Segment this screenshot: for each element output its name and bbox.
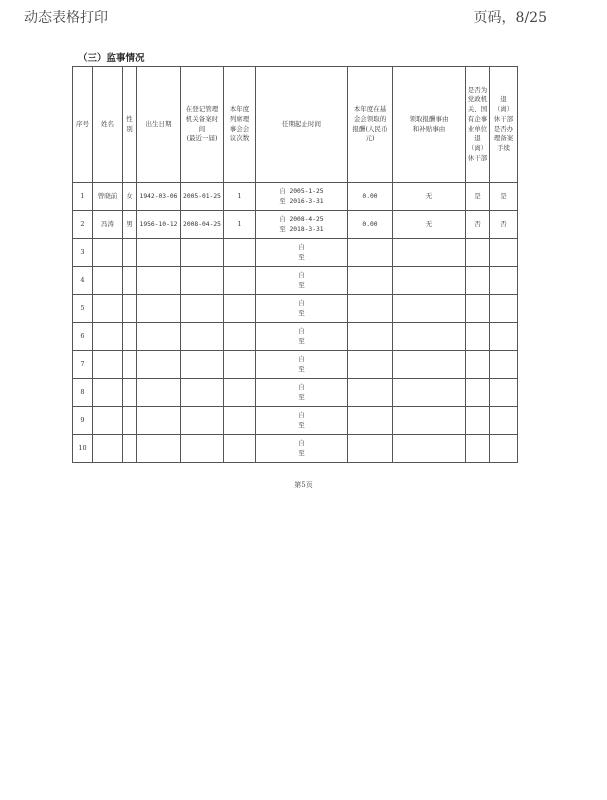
column-header bbox=[73, 67, 93, 183]
column-header-line: 有企事 bbox=[467, 114, 488, 123]
table-row bbox=[73, 323, 518, 351]
table-cell bbox=[393, 435, 466, 463]
table-cell bbox=[256, 379, 348, 407]
column-header bbox=[137, 67, 181, 183]
column-header bbox=[393, 67, 466, 183]
table-row bbox=[73, 435, 518, 463]
column-header-line: 党政机 bbox=[467, 95, 488, 104]
table-row bbox=[73, 351, 518, 379]
table-cell bbox=[393, 407, 466, 435]
column-header bbox=[93, 67, 123, 183]
table-cell bbox=[224, 379, 256, 407]
term-label: 自 bbox=[298, 382, 305, 391]
table-cell bbox=[393, 267, 466, 295]
table-cell bbox=[137, 351, 181, 379]
table-cell bbox=[93, 295, 123, 323]
term-label: 自 bbox=[298, 270, 305, 279]
column-header-line: 和补贴事由 bbox=[412, 124, 446, 133]
section-title: （三）监事情况 bbox=[78, 53, 145, 64]
table-cell bbox=[93, 435, 123, 463]
table-cell: 是 bbox=[466, 183, 490, 211]
table-row bbox=[73, 407, 518, 435]
table-cell: 无 bbox=[393, 211, 466, 239]
column-header bbox=[466, 67, 490, 183]
table-cell bbox=[123, 435, 137, 463]
term-label: 至 bbox=[298, 280, 305, 289]
column-header-line: 手续 bbox=[497, 144, 510, 152]
table-cell bbox=[256, 407, 348, 435]
table-cell: 9 bbox=[73, 407, 93, 435]
table-cell bbox=[256, 183, 348, 211]
table-cell bbox=[256, 323, 348, 351]
table-cell: 女 bbox=[123, 183, 137, 211]
term-label: 自 bbox=[298, 438, 305, 447]
table-cell bbox=[123, 239, 137, 267]
table-cell: 0.00 bbox=[348, 211, 393, 239]
term-date: 自 2005-1-25 bbox=[279, 188, 324, 196]
table-cell: 否 bbox=[490, 211, 518, 239]
table-cell bbox=[490, 295, 518, 323]
page-number: 页码，8/25 bbox=[473, 10, 547, 26]
column-header-line: 报酬(人民币 bbox=[352, 124, 388, 133]
column-header-line: 休干部 bbox=[493, 114, 514, 123]
table-cell bbox=[224, 323, 256, 351]
table-cell bbox=[490, 239, 518, 267]
table-cell bbox=[466, 267, 490, 295]
table-cell bbox=[348, 379, 393, 407]
table-cell bbox=[123, 379, 137, 407]
table-cell bbox=[181, 351, 224, 379]
table-cell bbox=[181, 267, 224, 295]
column-header-line: 是否办 bbox=[493, 124, 514, 133]
table-cell bbox=[256, 295, 348, 323]
table-cell: 4 bbox=[73, 267, 93, 295]
column-header bbox=[224, 67, 256, 183]
column-header-line: 列席理 bbox=[229, 114, 250, 123]
table-cell: 2005-01-25 bbox=[181, 183, 224, 211]
table-cell bbox=[224, 435, 256, 463]
table-row bbox=[73, 267, 518, 295]
table-cell: 5 bbox=[73, 295, 93, 323]
table-cell bbox=[181, 407, 224, 435]
table-cell: 曾晓前 bbox=[93, 183, 123, 211]
table-cell bbox=[137, 407, 181, 435]
column-header-line: 序号 bbox=[76, 119, 89, 128]
table-cell bbox=[256, 211, 348, 239]
column-header bbox=[256, 67, 348, 183]
table-cell: 1956-10-12 bbox=[137, 211, 181, 239]
table-cell bbox=[348, 435, 393, 463]
column-header bbox=[123, 67, 137, 183]
table-cell bbox=[466, 379, 490, 407]
table-cell bbox=[490, 407, 518, 435]
table-cell bbox=[137, 267, 181, 295]
table-cell bbox=[393, 351, 466, 379]
term-label: 至 bbox=[298, 448, 305, 457]
term-label: 自 bbox=[298, 410, 305, 419]
table-cell: 冯涛 bbox=[93, 211, 123, 239]
table-cell bbox=[224, 351, 256, 379]
term-label: 至 bbox=[298, 308, 305, 317]
table-cell bbox=[137, 435, 181, 463]
table-cell bbox=[256, 267, 348, 295]
column-header-line: 间 bbox=[198, 124, 206, 133]
table-cell bbox=[123, 351, 137, 379]
table-cell bbox=[93, 407, 123, 435]
table-cell bbox=[93, 351, 123, 379]
table-cell bbox=[466, 239, 490, 267]
column-header bbox=[181, 67, 224, 183]
column-header-line: 是否为 bbox=[467, 85, 488, 94]
term-label: 自 bbox=[298, 298, 305, 307]
table-cell: 1 bbox=[224, 183, 256, 211]
table-cell bbox=[256, 239, 348, 267]
table-cell: 是 bbox=[490, 183, 518, 211]
column-header bbox=[490, 67, 518, 183]
table-cell bbox=[137, 295, 181, 323]
table-cell bbox=[256, 435, 348, 463]
table-cell bbox=[93, 323, 123, 351]
column-header-line: 议次数 bbox=[229, 134, 250, 143]
table-cell bbox=[93, 239, 123, 267]
table-cell: 3 bbox=[73, 239, 93, 267]
column-header-line: 金会领取的 bbox=[353, 114, 387, 123]
table-cell bbox=[123, 323, 137, 351]
table-cell bbox=[466, 435, 490, 463]
table-cell bbox=[490, 267, 518, 295]
table-row bbox=[73, 211, 518, 239]
supervisor-table bbox=[72, 66, 518, 463]
column-header-line: 在登记管理 bbox=[185, 105, 219, 113]
table-header-row bbox=[73, 67, 518, 183]
table-cell bbox=[348, 323, 393, 351]
table-cell bbox=[137, 379, 181, 407]
column-header-line: 姓名 bbox=[101, 119, 114, 128]
table-cell bbox=[224, 295, 256, 323]
table-cell bbox=[393, 295, 466, 323]
term-label: 至 bbox=[298, 392, 305, 401]
table-cell bbox=[123, 407, 137, 435]
column-header-line: 休干部 bbox=[467, 153, 488, 162]
table-cell bbox=[348, 407, 393, 435]
table-cell: 1942-03-06 bbox=[137, 183, 181, 211]
column-header-line: 关、国 bbox=[467, 105, 488, 113]
table-cell bbox=[466, 323, 490, 351]
table-cell: 否 bbox=[466, 211, 490, 239]
table-cell bbox=[181, 323, 224, 351]
table-cell bbox=[256, 351, 348, 379]
column-header-line: 任期起止时间 bbox=[282, 119, 321, 128]
table-row bbox=[73, 183, 518, 211]
column-header bbox=[348, 67, 393, 183]
table-cell: 7 bbox=[73, 351, 93, 379]
table-cell bbox=[224, 267, 256, 295]
term-date: 自 2008-4-25 bbox=[279, 216, 324, 224]
table-cell: 0.00 bbox=[348, 183, 393, 211]
table-cell bbox=[466, 295, 490, 323]
table-cell bbox=[393, 379, 466, 407]
table-cell bbox=[123, 267, 137, 295]
term-label: 至 bbox=[298, 252, 305, 261]
term-label: 至 bbox=[298, 336, 305, 345]
column-header-line: （离） bbox=[493, 105, 514, 113]
table-cell: 无 bbox=[393, 183, 466, 211]
table-cell bbox=[490, 379, 518, 407]
term-label: 至 bbox=[298, 420, 305, 429]
table-cell bbox=[348, 239, 393, 267]
column-header-line: 业单位 bbox=[467, 124, 488, 133]
table-cell bbox=[224, 239, 256, 267]
column-header-line: 事会会 bbox=[229, 124, 250, 133]
column-header-line: 本年度在基 bbox=[353, 105, 387, 113]
table-cell: 男 bbox=[123, 211, 137, 239]
table-cell: 8 bbox=[73, 379, 93, 407]
column-header-line: 出生日期 bbox=[145, 119, 172, 128]
term-label: 自 bbox=[298, 354, 305, 363]
table-cell bbox=[181, 379, 224, 407]
table-cell bbox=[181, 435, 224, 463]
table-cell bbox=[348, 295, 393, 323]
column-header-line: 本年度 bbox=[229, 105, 250, 113]
table-cell bbox=[123, 295, 137, 323]
table-cell: 6 bbox=[73, 323, 93, 351]
table-cell bbox=[137, 323, 181, 351]
table-row bbox=[73, 239, 518, 267]
column-header-line: 性 bbox=[126, 114, 133, 123]
term-label: 自 bbox=[298, 242, 305, 251]
table-cell bbox=[490, 351, 518, 379]
term-date: 至 2018-3-31 bbox=[279, 225, 324, 233]
table-row bbox=[73, 379, 518, 407]
table-cell bbox=[181, 295, 224, 323]
table-cell bbox=[224, 407, 256, 435]
table-cell bbox=[490, 435, 518, 463]
term-date: 至 2016-3-31 bbox=[279, 197, 324, 205]
term-label: 自 bbox=[298, 326, 305, 335]
table-cell bbox=[93, 379, 123, 407]
header-title: 动态表格打印 bbox=[24, 10, 108, 26]
table-cell bbox=[137, 239, 181, 267]
table-cell bbox=[490, 323, 518, 351]
table-cell bbox=[181, 239, 224, 267]
table-cell bbox=[466, 407, 490, 435]
column-header-line: （离） bbox=[467, 144, 488, 152]
page-footer: 第5页 bbox=[294, 481, 313, 489]
column-header-line: 机关备案时 bbox=[185, 114, 219, 123]
column-header-line: 元) bbox=[365, 134, 375, 143]
table-cell: 2 bbox=[73, 211, 93, 239]
table-cell: 1 bbox=[224, 211, 256, 239]
table-cell bbox=[393, 239, 466, 267]
table-cell bbox=[393, 323, 466, 351]
column-header-line: 领取报酬事由 bbox=[409, 114, 449, 123]
column-header-line: (最近一届) bbox=[186, 134, 218, 143]
table-cell: 10 bbox=[73, 435, 93, 463]
column-header-line: 别 bbox=[126, 124, 133, 133]
table-cell bbox=[466, 351, 490, 379]
column-header-line: 退 bbox=[474, 134, 481, 143]
table-row bbox=[73, 295, 518, 323]
table-cell bbox=[348, 351, 393, 379]
table-cell: 2008-04-25 bbox=[181, 211, 224, 239]
column-header-line: 退 bbox=[500, 95, 507, 104]
table-cell bbox=[348, 267, 393, 295]
term-label: 至 bbox=[298, 364, 305, 373]
table-cell: 1 bbox=[73, 183, 93, 211]
table-cell bbox=[93, 267, 123, 295]
column-header-line: 理备案 bbox=[493, 134, 514, 143]
